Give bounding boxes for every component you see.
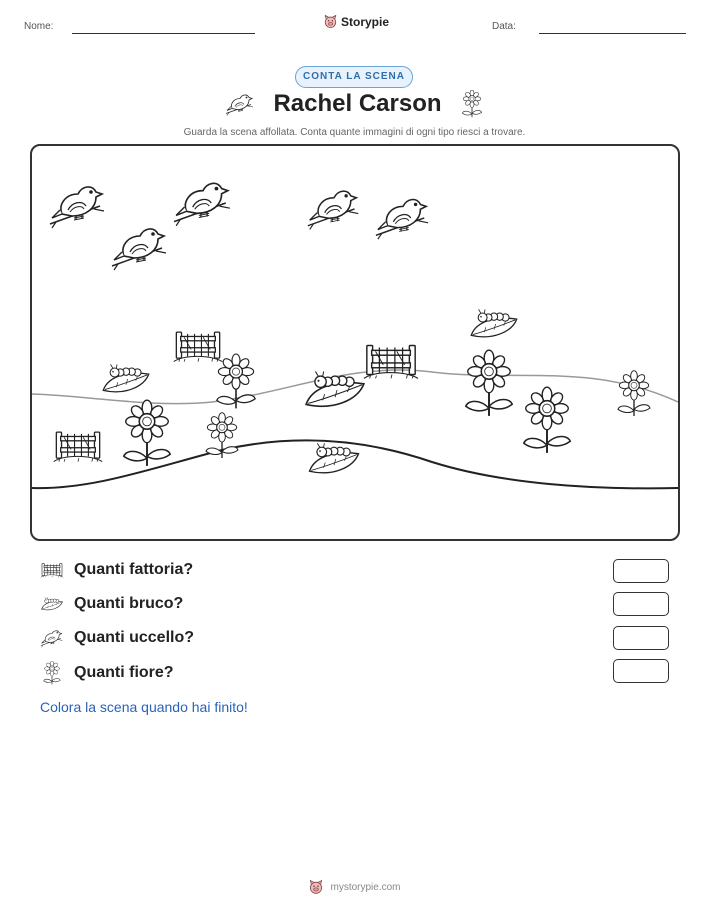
- bird-icon: [40, 628, 64, 648]
- storypie-mascot-icon: [308, 879, 324, 895]
- flower-icon: [40, 661, 64, 685]
- counting-scene: [30, 144, 680, 541]
- date-label: Data:: [492, 21, 516, 32]
- bird-2: [112, 229, 166, 270]
- footer-site: mystorypie.com: [330, 881, 401, 893]
- question-farm: [40, 561, 193, 579]
- flower-4: [206, 413, 238, 458]
- question-text: Quanti uccello?: [74, 629, 195, 646]
- answer-box-bird[interactable]: [613, 626, 669, 650]
- title-row: [0, 90, 709, 118]
- caterpillar-3: [471, 309, 517, 336]
- storypie-mascot-icon: [323, 14, 338, 29]
- flower-1: [217, 354, 255, 408]
- fence-1: [174, 332, 223, 361]
- flower-6: [618, 371, 650, 416]
- bird-icon: [225, 91, 255, 117]
- page-title: Rachel Carson: [273, 90, 442, 117]
- instructions: Guarda la scena affollata. Conta quante immagini di ogni tipo riesci a trovare.: [183, 127, 526, 138]
- question-bird: [40, 628, 194, 648]
- footer: [0, 879, 709, 895]
- question-text: Quanti bruco?: [74, 595, 184, 612]
- answer-box-caterpillar[interactable]: [613, 592, 669, 616]
- question-caterpillar: [40, 595, 183, 613]
- question-text: Quanti fattoria?: [74, 561, 194, 578]
- fence-icon: [40, 561, 64, 579]
- question-flower: [40, 661, 174, 685]
- question-text: Quanti fiore?: [74, 664, 174, 681]
- bird-4: [308, 191, 358, 229]
- bird-5: [376, 200, 428, 240]
- storypie-logo: [323, 14, 389, 29]
- scene-illustration: [32, 146, 678, 539]
- flower-5: [524, 387, 570, 453]
- coloring-note: Colora la scena quando hai finito!: [40, 699, 248, 715]
- answer-box-flower[interactable]: [613, 659, 669, 683]
- bird-3: [174, 183, 230, 225]
- answer-box-farm[interactable]: [613, 559, 669, 583]
- flower-3: [124, 400, 170, 466]
- name-label: Nome:: [24, 21, 54, 32]
- date-field[interactable]: [539, 33, 686, 34]
- flower-icon: [460, 90, 484, 118]
- caterpillar-2: [306, 371, 364, 406]
- caterpillar-4: [310, 443, 359, 473]
- caterpillar-icon: [40, 595, 64, 613]
- bird-1: [50, 187, 104, 228]
- ground-line-front: [32, 440, 678, 488]
- fence-2: [364, 346, 418, 379]
- caterpillar-1: [103, 364, 149, 391]
- name-field[interactable]: [72, 33, 255, 34]
- activity-badge: CONTA LA SCENA: [295, 66, 413, 88]
- brand-name: Storypie: [341, 14, 390, 29]
- flower-2: [466, 350, 512, 416]
- fence-3: [54, 432, 103, 461]
